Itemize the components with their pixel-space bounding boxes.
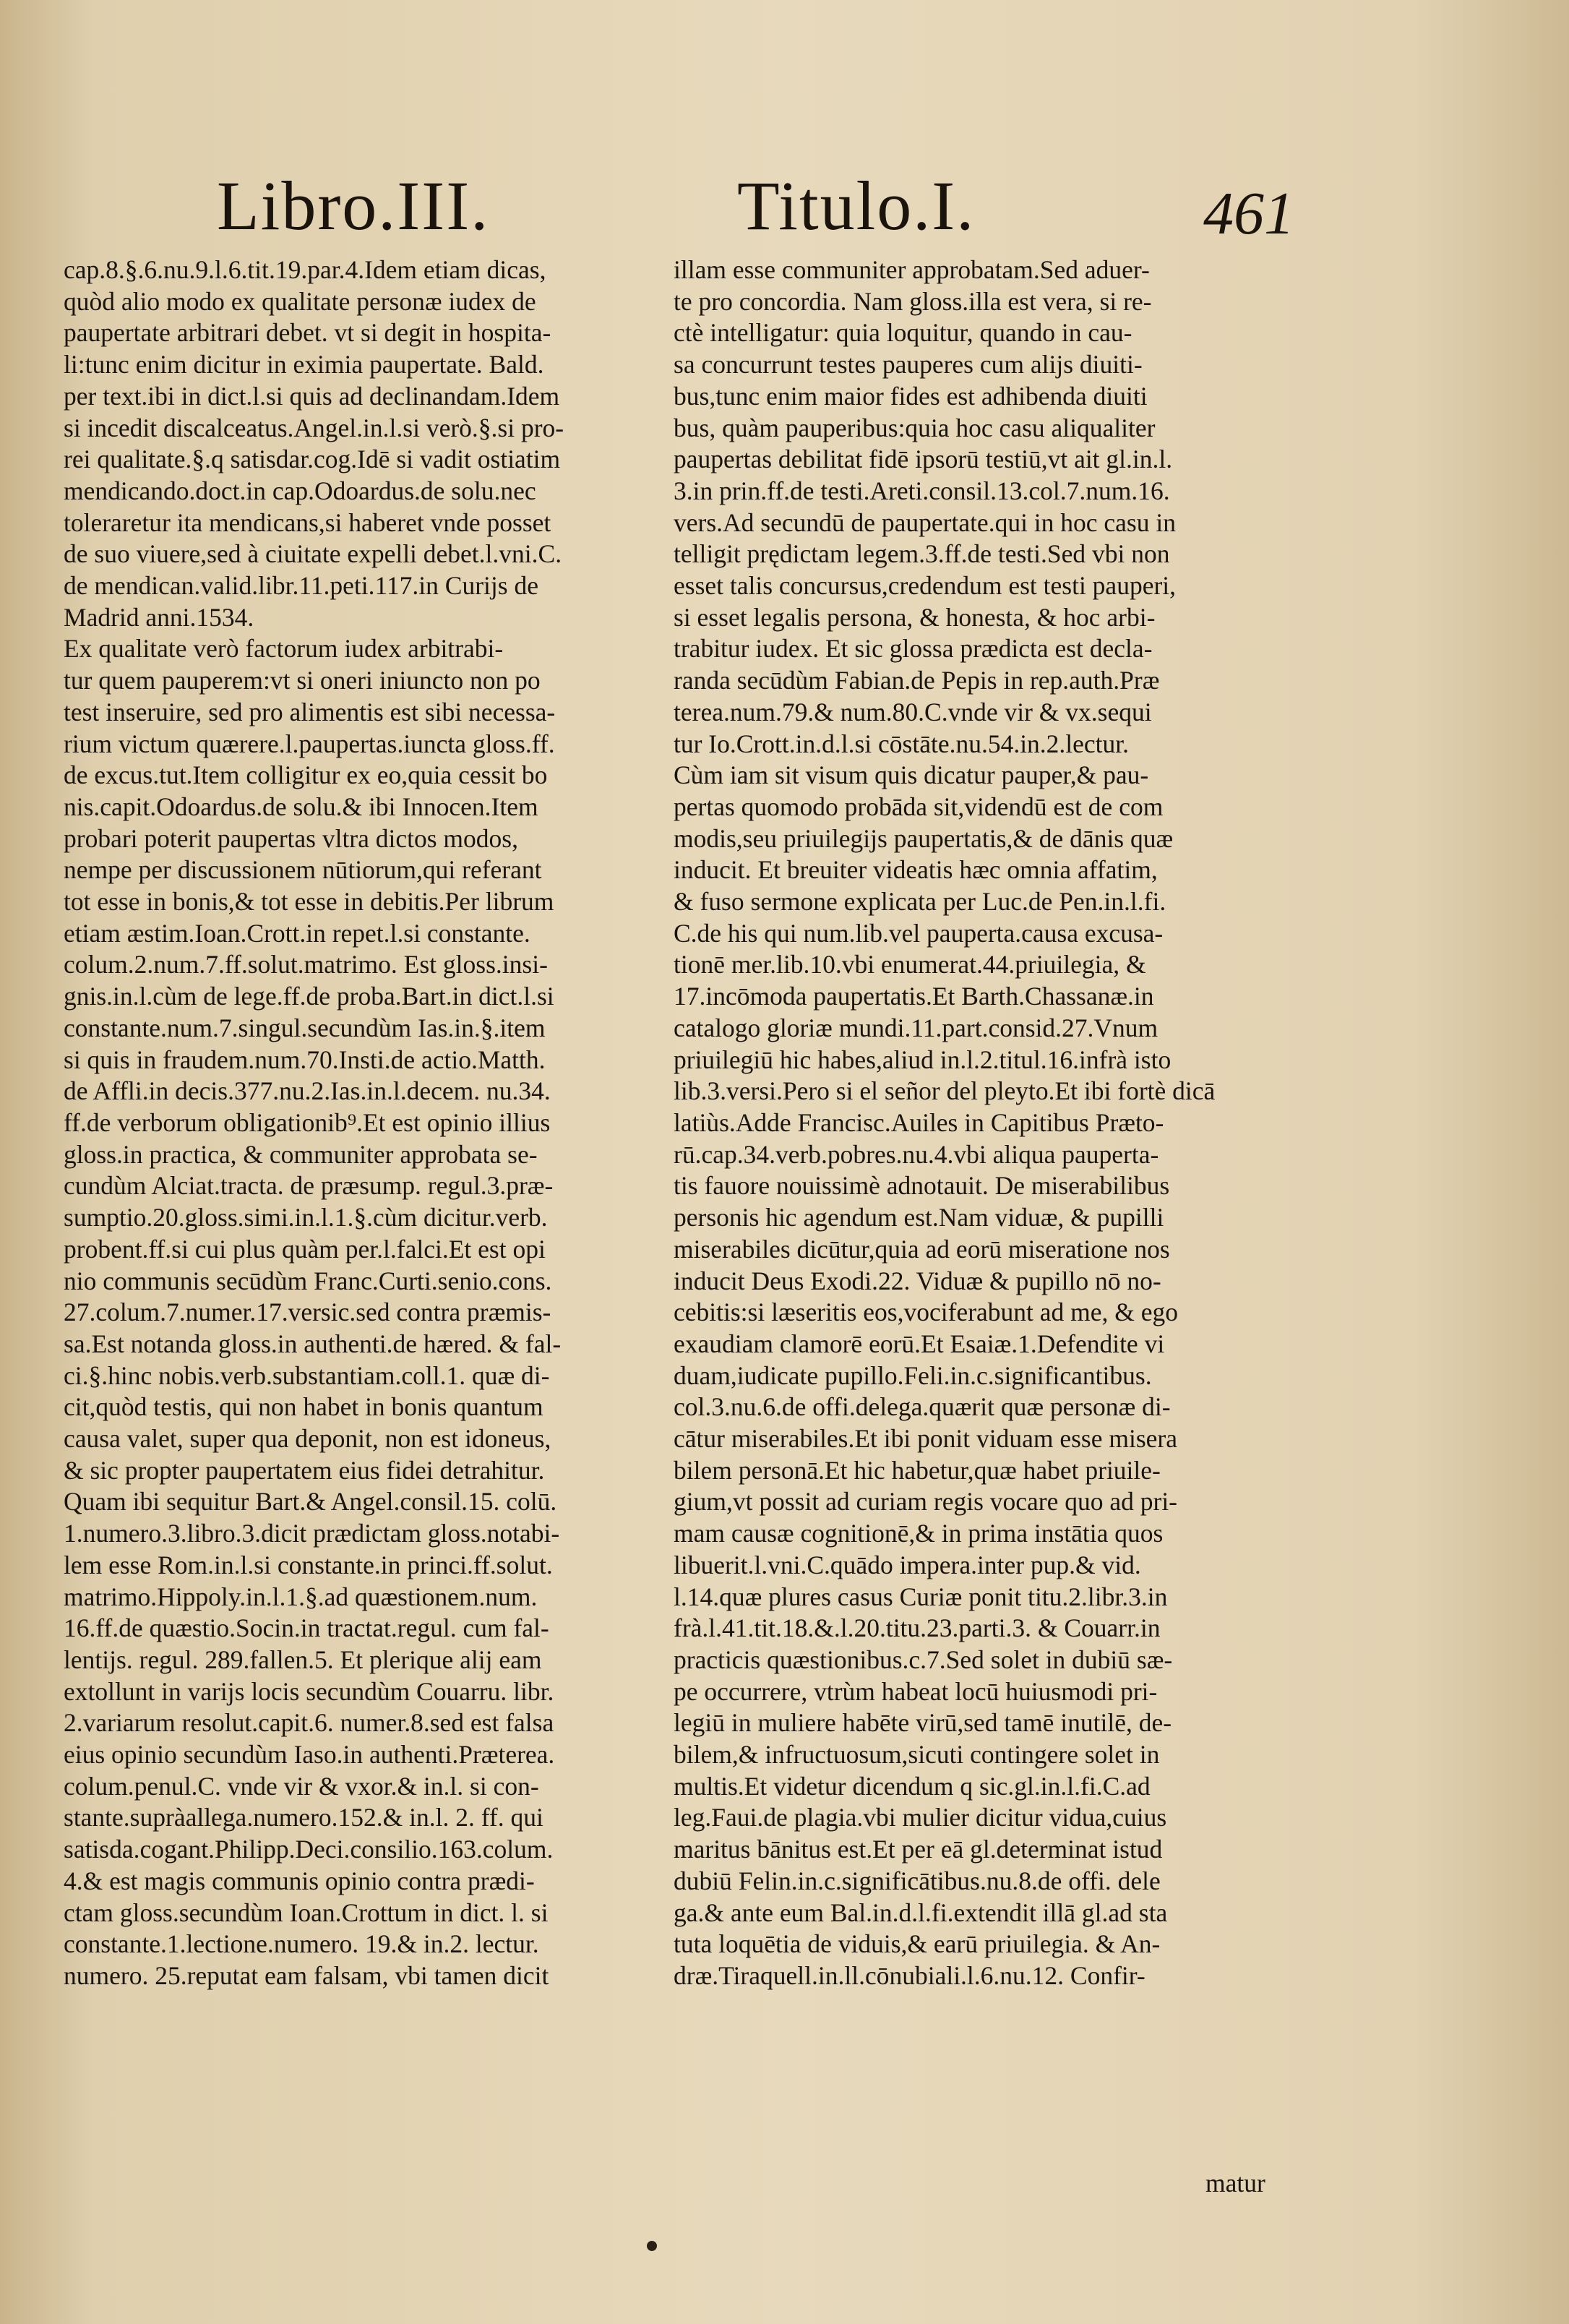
running-header — [0, 152, 1569, 253]
text-line: colum.2.num.7.ff.solut.matrimo. Est gloss.insi- — [64, 950, 548, 979]
text-line: exaudiam clamorē eorū.Et Esaiæ.1.Defendite vi — [674, 1329, 1165, 1358]
text-line: leg.Faui.de plagia.vbi mulier dicitur vidua,cuius — [674, 1803, 1167, 1832]
text-line: 1.numero.3.libro.3.dicit prædictam gloss.notabi- — [64, 1519, 560, 1548]
text-line: cundùm Alciat.tracta. de præsump. regul.3.præ- — [64, 1171, 554, 1201]
text-line: 16.ff.de quæstio.Socin.in tractat.regul. cum fal- — [64, 1613, 549, 1643]
text-line: eius opinio secundùm Iaso.in authenti.Præterea. — [64, 1740, 555, 1770]
right-text-column — [674, 254, 1295, 1992]
text-line: li:tunc enim dicitur in eximia paupertate. Bald. — [64, 350, 544, 380]
text-line: bus, quàm pauperibus:quia hoc casu aliqualiter — [674, 413, 1156, 442]
text-line: & sic propter paupertatem eius fidei detrahitur. — [64, 1455, 545, 1485]
text-line: ctam gloss.secundùm Ioan.Crottum in dict. l. si — [64, 1898, 549, 1927]
text-line: 27.colum.7.numer.17.versic.sed contra præmis- — [64, 1298, 551, 1327]
text-line: randa secūdùm Fabian.de Pepis in rep.auth.Præ — [674, 666, 1160, 695]
text-line: de Affli.in decis.377.nu.2.Ias.in.l.decem. nu.34. — [64, 1076, 551, 1106]
text-line: quòd alio modo ex qualitate personæ iudex de — [64, 286, 536, 316]
text-line: constante.1.lectione.numero. 19.& in.2. lectur. — [64, 1929, 539, 1959]
running-head-title: Titulo.I. — [737, 167, 976, 244]
text-line: esset talis concursus,credendum est testi pauperi, — [674, 571, 1177, 601]
text-line: Ex qualitate verò factorum iudex arbitrabi- — [64, 634, 504, 664]
text-line: catalogo gloriæ mundi.11.part.consid.27.Vnum — [674, 1013, 1159, 1042]
printers-ornament — [647, 2241, 657, 2251]
text-line: 4.& est magis communis opinio contra prædi- — [64, 1866, 535, 1895]
text-line: numero. 25.reputat eam falsam, vbi tamen dicit — [64, 1960, 549, 1990]
text-line: bilem personā.Et hic habetur,quæ habet priuile- — [674, 1455, 1161, 1485]
text-line: tionē mer.lib.10.vbi enumerat.44.priuilegia, & — [674, 950, 1146, 979]
text-line: illam esse communiter approbatam.Sed aduer- — [674, 255, 1150, 284]
text-line: 17.incōmoda paupertatis.Et Barth.Chassanæ.in — [674, 982, 1154, 1011]
page-number: 461 — [1203, 180, 1294, 247]
text-line: inducit Deus Exodi.22. Viduæ & pupillo nō no- — [674, 1266, 1161, 1295]
text-line: legiū in muliere habēte virū,sed tamē inutilē, de- — [674, 1708, 1172, 1738]
text-line: nis.capit.Odoardus.de solu.& ibi Innocen.Item — [64, 792, 538, 821]
text-line: probent.ff.si cui plus quàm per.l.falci.Et est opi — [64, 1234, 546, 1264]
text-line: cit,quòd testis, qui non habet in bonis quantum — [64, 1392, 543, 1422]
text-line: extollunt in varijs locis secundùm Couarru. libr. — [64, 1676, 554, 1706]
text-line: nempe per discussionem nūtiorum,qui referant — [64, 855, 542, 885]
text-line: causa valet, super qua deponit, non est idoneus, — [64, 1424, 551, 1454]
text-line: duam,iudicate pupillo.Feli.in.c.significantibus. — [674, 1360, 1152, 1390]
text-line: libuerit.l.vni.C.quādo impera.inter pup.& vid. — [674, 1550, 1141, 1579]
text-line: satisda.cogant.Philipp.Deci.consilio.163.colum. — [64, 1835, 554, 1864]
text-line: tuta loquētia de viduis,& earū priuilegia. & An- — [674, 1929, 1161, 1959]
text-line: Cùm iam sit visum quis dicatur pauper,& pau- — [674, 760, 1149, 790]
running-head-book: Libro.III. — [217, 167, 490, 244]
text-line: colum.penul.C. vnde vir & vxor.& in.l. si con- — [64, 1771, 539, 1801]
text-line: Madrid anni.1534. — [64, 602, 254, 632]
text-line: 2.variarum resolut.capit.6. numer.8.sed est falsa — [64, 1708, 554, 1738]
text-line: bus,tunc enim maior fides est adhibenda diuiti — [674, 381, 1148, 411]
text-line: tur Io.Crott.in.d.l.si cōstāte.nu.54.in.2.lectur. — [674, 729, 1130, 758]
text-line: col.3.nu.6.de offi.delega.quærit quæ personæ di- — [674, 1392, 1171, 1422]
text-line: priuilegiū hic habes,aliud in.l.2.titul.16.infrà isto — [674, 1045, 1172, 1074]
text-line: terea.num.79.& num.80.C.vnde vir & vx.sequi — [674, 697, 1152, 726]
text-line: multis.Et videtur dicendum q sic.gl.in.l.fi.C.ad — [674, 1771, 1151, 1801]
text-line: dræ.Tiraquell.in.ll.cōnubiali.l.6.nu.12. Confir- — [674, 1960, 1145, 1990]
text-line: pertas quomodo probāda sit,videndū est de com — [674, 792, 1164, 821]
text-line: ctè intelligatur: quia loquitur, quando in cau- — [674, 318, 1132, 348]
text-line: mam causæ cognitionē,& in prima instātia quos — [674, 1519, 1164, 1548]
text-line: latiùs.Adde Francisc.Auiles in Capitibus Præto- — [674, 1107, 1164, 1137]
left-text-column — [64, 254, 635, 1992]
text-line: test inseruire, sed pro alimentis est sibi necessa- — [64, 697, 556, 726]
text-line: maritus bānitus est.Et per eā gl.determinat istud — [674, 1835, 1163, 1864]
text-line: si incedit discalceatus.Angel.in.l.si verò.§.si pro- — [64, 413, 564, 442]
text-line: matrimo.Hippoly.in.l.1.§.ad quæstionem.num. — [64, 1582, 538, 1611]
text-line: etiam æstim.Ioan.Crott.in repet.l.si constante. — [64, 918, 530, 948]
text-line: de excus.tut.Item colligitur ex eo,quia cessit bo — [64, 760, 548, 790]
text-line: miserabiles dicūtur,quia ad eorū miseratione nos — [674, 1234, 1170, 1264]
text-line: cebitis:si læseritis eos,vociferabunt ad me, & ego — [674, 1298, 1179, 1327]
text-line: frà.l.41.tit.18.&.l.20.titu.23.parti.3. & Couarr.in — [674, 1613, 1161, 1643]
text-line: practicis quæstionibus.c.7.Sed solet in dubiū sæ- — [674, 1645, 1173, 1674]
text-line: 3.in prin.ff.de testi.Areti.consil.13.col.7.num.16. — [674, 476, 1170, 505]
text-line: tis fauore nouissimè adnotauit. De miserabilibus — [674, 1171, 1170, 1201]
text-line: rū.cap.34.verb.pobres.nu.4.vbi aliqua pauperta- — [674, 1139, 1159, 1169]
text-line: C.de his qui num.lib.vel pauperta.causa excusa- — [674, 918, 1164, 948]
text-line: gium,vt possit ad curiam regis vocare quo ad pri- — [674, 1487, 1177, 1517]
text-line: bilem,& infructuosum,sicuti contingere solet in — [674, 1740, 1160, 1770]
text-line: tot esse in bonis,& tot esse in debitis.Per librum — [64, 887, 554, 917]
text-line: de mendican.valid.libr.11.peti.117.in Curijs de — [64, 571, 538, 601]
text-line: lib.3.versi.Pero si el señor del pleyto.Et ibi fortè dicā — [674, 1076, 1216, 1106]
text-line: lem esse Rom.in.l.si constante.in princi.ff.solut. — [64, 1550, 553, 1579]
text-line: cap.8.§.6.nu.9.l.6.tit.19.par.4.Idem etiam dicas, — [64, 255, 546, 284]
text-line: si esset legalis persona, & honesta, & hoc arbi- — [674, 602, 1156, 632]
text-line: si quis in fraudem.num.70.Insti.de actio.Matth. — [64, 1045, 546, 1074]
text-line: trabitur iudex. Et sic glossa prædicta est decla- — [674, 634, 1153, 664]
text-line: dubiū Felin.in.c.significātibus.nu.8.de offi. dele — [674, 1866, 1161, 1895]
text-line: toleraretur ita mendicans,si haberet vnde posset — [64, 507, 551, 537]
text-line: probari poterit paupertas vltra dictos modos, — [64, 823, 518, 853]
text-line: Quam ibi sequitur Bart.& Angel.consil.15. colū. — [64, 1487, 557, 1517]
text-line: tur quem pauperem:vt si oneri iniuncto non po — [64, 666, 541, 695]
text-line: ci.§.hinc nobis.verb.substantiam.coll.1. quæ di- — [64, 1360, 550, 1390]
text-line: gnis.in.l.cùm de lege.ff.de proba.Bart.in dict.l.si — [64, 982, 554, 1011]
text-line: sa concurrunt testes pauperes cum alijs diuiti- — [674, 350, 1143, 380]
text-line: inducit. Et breuiter videatis hæc omnia affatim, — [674, 855, 1158, 885]
text-line: pe occurrere, vtrùm habeat locū huiusmodi pri- — [674, 1676, 1158, 1706]
text-line: l.14.quæ plures casus Curiæ ponit titu.2.libr.3.in — [674, 1582, 1168, 1611]
text-line: rium victum quærere.l.paupertas.iuncta gloss.ff. — [64, 729, 555, 758]
text-line: constante.num.7.singul.secundùm Ias.in.§.item — [64, 1013, 546, 1042]
text-line: stante.supràallega.numero.152.& in.l. 2. ff. qui — [64, 1803, 543, 1832]
catchword: matur — [1205, 2169, 1265, 2197]
text-line: vers.Ad secundū de paupertate.qui in hoc casu in — [674, 507, 1176, 537]
text-line: gloss.in practica, & communiter approbata se- — [64, 1139, 538, 1169]
text-line: nio communis secūdùm Franc.Curti.senio.cons. — [64, 1266, 552, 1295]
text-line: mendicando.doct.in cap.Odoardus.de solu.nec — [64, 476, 536, 505]
text-line: modis,seu priuilegijs paupertatis,& de dānis quæ — [674, 823, 1174, 853]
text-line: telligit prędictam legem.3.ff.de testi.Sed vbi non — [674, 539, 1170, 569]
text-line: personis hic agendum est.Nam viduæ, & pupilli — [674, 1203, 1164, 1232]
text-line: sa.Est notanda gloss.in authenti.de hæred. & fal- — [64, 1329, 562, 1358]
text-line: te pro concordia. Nam gloss.illa est vera, si re- — [674, 286, 1152, 316]
text-line: ff.de verborum obligationib⁹.Et est opinio illius — [64, 1107, 551, 1137]
text-line: paupertas debilitat fidē ipsorū testiū,vt ait gl.in.l. — [674, 445, 1173, 474]
text-line: paupertate arbitrari debet. vt si degit in hospita- — [64, 318, 551, 348]
text-line: sumptio.20.gloss.simi.in.l.1.§.cùm dicitur.verb. — [64, 1203, 548, 1232]
text-line: lentijs. regul. 289.fallen.5. Et plerique alij eam — [64, 1645, 542, 1674]
text-line: ga.& ante eum Bal.in.d.l.fi.extendit illā gl.ad sta — [674, 1898, 1168, 1927]
text-line: cātur miserabiles.Et ibi ponit viduam esse misera — [674, 1424, 1177, 1454]
text-line: rei qualitate.§.q satisdar.cog.Idē si vadit ostiatim — [64, 445, 561, 474]
text-line: per text.ibi in dict.l.si quis ad declinandam.Idem — [64, 381, 560, 411]
text-line: de suo viuere,sed à ciuitate expelli debet.l.vni.C. — [64, 539, 562, 569]
text-line: & fuso sermone explicata per Luc.de Pen.in.l.fi. — [674, 887, 1166, 917]
